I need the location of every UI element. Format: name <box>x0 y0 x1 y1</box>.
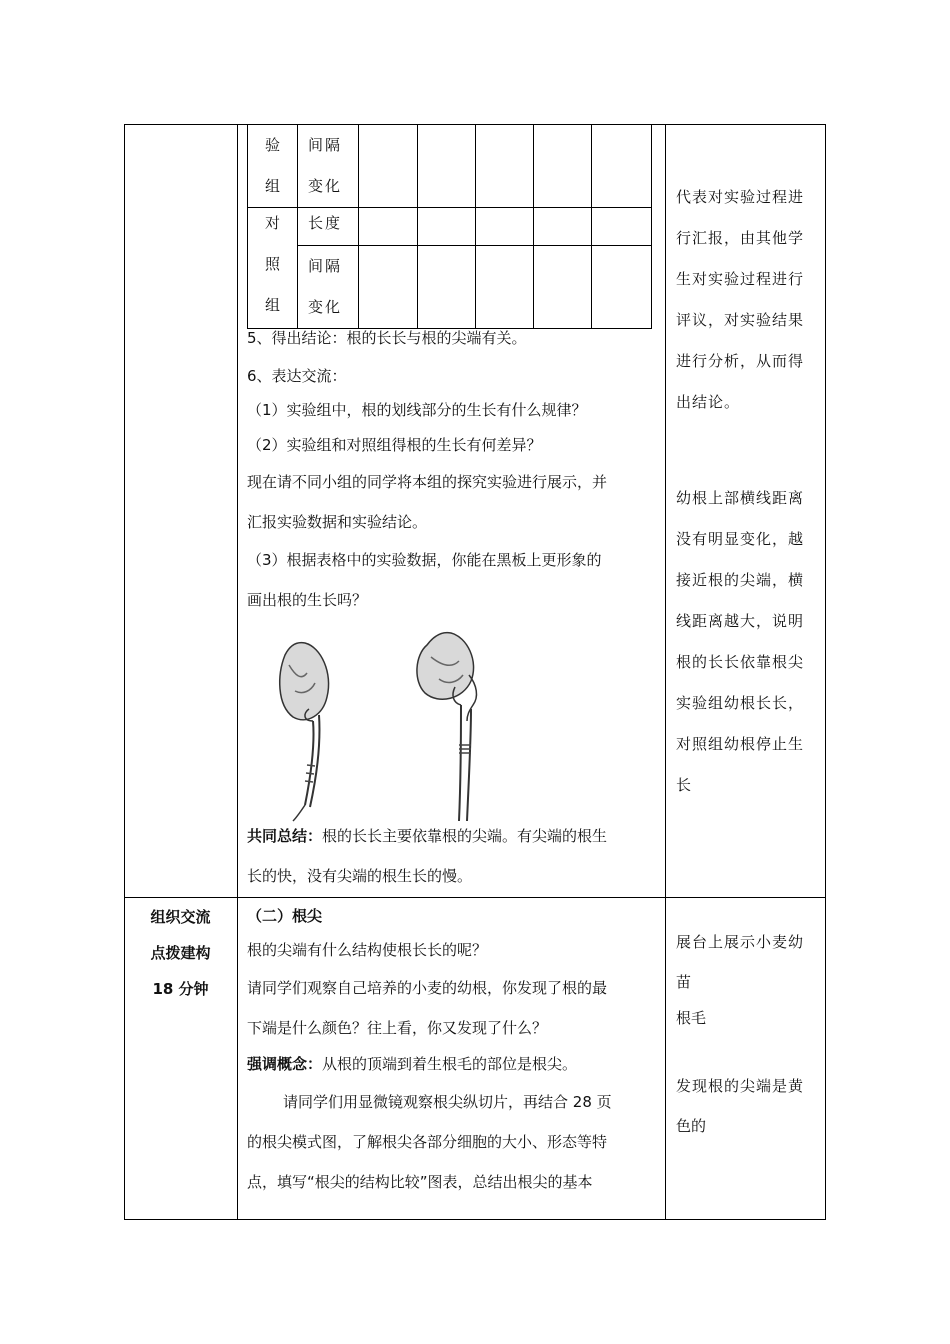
group-cell <box>248 208 298 329</box>
data-cell <box>359 246 418 329</box>
data-cell <box>592 125 652 208</box>
data-cell <box>534 246 592 329</box>
data-cell <box>476 246 534 329</box>
experiment-data-table <box>247 124 652 329</box>
paragraph-1-line-2: 汇报实验数据和实验结论。 <box>247 513 428 531</box>
data-cell <box>418 246 476 329</box>
step-6-text: 6、表达交流： <box>247 367 347 385</box>
data-cell <box>476 125 534 208</box>
note-line: 根的长长依靠根尖 <box>676 653 805 671</box>
data-cell <box>359 208 418 246</box>
question-2: （2）实验组和对照组得根的生长有何差异？ <box>247 436 542 454</box>
note-line: 实验组幼根长长， <box>676 694 805 712</box>
param-cell <box>298 208 359 246</box>
data-cell <box>592 208 652 246</box>
group-char: 验 <box>264 136 280 154</box>
param-cell <box>298 125 359 208</box>
section-heading: （二）根尖 <box>247 907 323 925</box>
seedling-right <box>417 633 477 821</box>
note-line: 生对实验过程进行 <box>676 270 805 288</box>
param-text: 间隔 <box>308 257 343 275</box>
summary-label: 共同总结： <box>247 827 323 845</box>
concept-line <box>247 1054 577 1074</box>
table-row <box>248 125 652 208</box>
param-text: 变化 <box>308 177 343 195</box>
concept-text: 从根的顶端到着生根毛的部位是根尖。 <box>322 1055 578 1073</box>
section-label-line: 组织交流 <box>150 908 211 926</box>
note-line: 长 <box>676 776 693 794</box>
note-line: 出结论。 <box>676 393 741 411</box>
outer-table-left <box>124 124 125 1220</box>
lower-right-note: 展台上展示小麦幼 <box>676 933 805 951</box>
param-text: 长度 <box>308 214 343 232</box>
param-cell <box>298 246 359 329</box>
note-line: 线距离越大，说明 <box>676 612 805 630</box>
note-line: 行汇报，由其他学 <box>676 229 805 247</box>
upper-right-notes-1 <box>676 177 816 423</box>
step-5-text: 5、得出结论：根的长长与根的尖端有关。 <box>247 329 527 347</box>
note-line: 幼根上部横线距离 <box>676 489 805 507</box>
data-cell <box>534 208 592 246</box>
lower-paragraph-2-line-1: 请同学们用显微镜观察根尖纵切片，再结合 28 页 <box>283 1093 612 1111</box>
note-line: 评议，对实验结果 <box>676 311 805 329</box>
note-line: 代表对实验过程进 <box>676 188 805 206</box>
outer-table-bottom <box>124 1219 826 1220</box>
group-char: 照 <box>264 255 280 273</box>
outer-table-right <box>825 124 826 1220</box>
group-cell <box>248 125 298 208</box>
group-char: 组 <box>264 296 280 314</box>
summary-line-1 <box>247 826 607 846</box>
note-line: 进行分析，从而得 <box>676 352 805 370</box>
lower-paragraph-2-line-3: 点，填写“根尖的结构比较”图表，总结出根尖的基本 <box>247 1173 593 1191</box>
data-cell <box>418 208 476 246</box>
note-line: 接近根的尖端，横 <box>676 571 805 589</box>
data-cell <box>534 125 592 208</box>
table-row <box>248 246 652 329</box>
outer-col-divider-1 <box>237 124 238 1220</box>
section-label-line: 点拨建构 <box>150 944 211 962</box>
seedling-root-illustration <box>255 625 515 825</box>
lower-paragraph-1-line-1: 请同学们观察自己培养的小麦的幼根，你发现了根的最 <box>247 979 608 997</box>
summary-line-2: 长的快，没有尖端的根生长的慢。 <box>247 867 473 885</box>
data-cell <box>592 246 652 329</box>
concept-label: 强调概念： <box>247 1055 323 1073</box>
lower-question: 根的尖端有什么结构使根长长的呢？ <box>247 941 488 959</box>
question-3-line-2: 画出根的生长吗？ <box>247 591 368 609</box>
question-3-line-1: （3）根据表格中的实验数据，你能在黑板上更形象的 <box>247 551 602 569</box>
param-text: 间隔 <box>308 136 343 154</box>
lower-paragraph-2-line-2: 的根尖模式图，了解根尖各部分细胞的大小、形态等特 <box>247 1133 608 1151</box>
section-label <box>124 899 237 1007</box>
table-row <box>248 208 652 246</box>
outer-col-divider-2 <box>665 124 666 1220</box>
data-cell <box>418 125 476 208</box>
lower-paragraph-1-line-2: 下端是什么颜色？往上看，你又发现了什么？ <box>247 1019 548 1037</box>
upper-right-notes-2 <box>676 478 816 806</box>
data-cell <box>476 208 534 246</box>
lower-right-note: 根毛 <box>676 1009 707 1027</box>
note-line: 对照组幼根停止生 <box>676 735 805 753</box>
note-line: 没有明显变化，越 <box>676 530 805 548</box>
lower-right-note: 色的 <box>676 1117 707 1135</box>
param-text: 变化 <box>308 298 343 316</box>
section-label-line: 18 分钟 <box>152 980 209 998</box>
outer-row-divider <box>124 897 826 898</box>
group-char: 对 <box>264 214 280 232</box>
summary-text: 根的长长主要依靠根的尖端。有尖端的根生 <box>322 827 608 845</box>
group-char: 组 <box>264 177 280 195</box>
seedling-left <box>280 643 329 821</box>
paragraph-1-line-1: 现在请不同小组的同学将本组的探究实验进行展示，并 <box>247 473 608 491</box>
question-1: （1）实验组中，根的划线部分的生长有什么规律？ <box>247 401 587 419</box>
lower-right-note: 发现根的尖端是黄 <box>676 1077 805 1095</box>
lower-right-note: 苗 <box>676 973 692 991</box>
data-cell <box>359 125 418 208</box>
